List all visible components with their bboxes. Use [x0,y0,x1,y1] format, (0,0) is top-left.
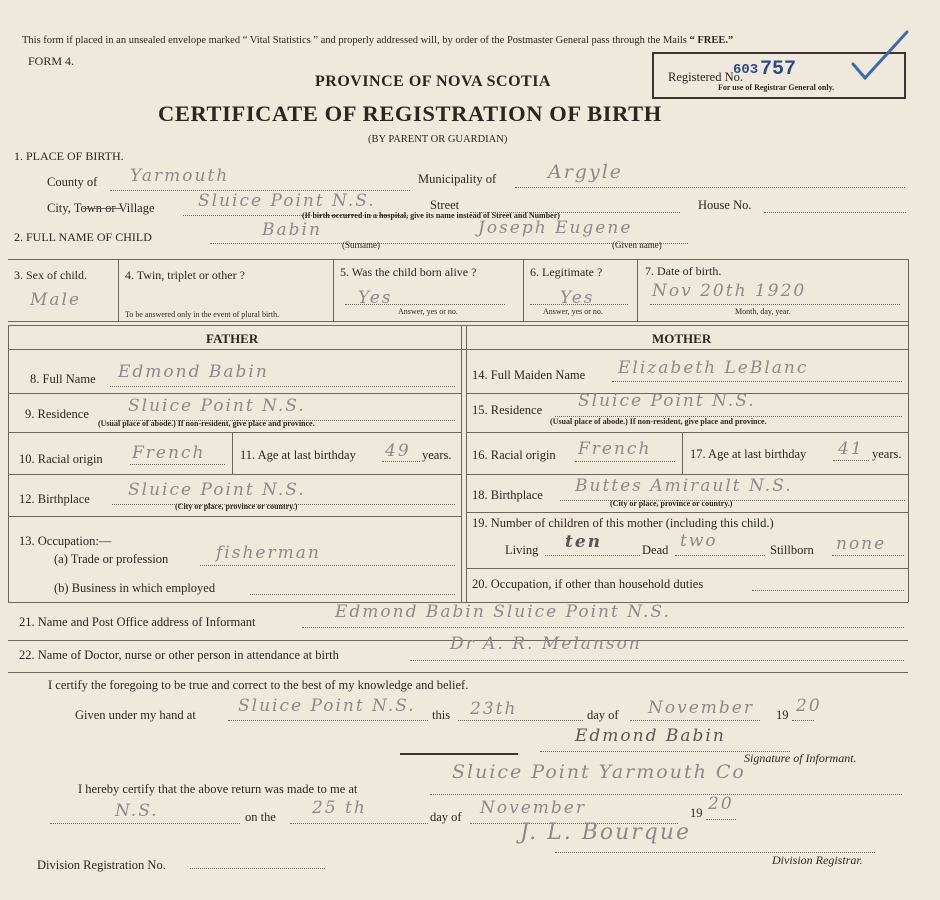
cell-divider [461,325,462,602]
father-racial: French [132,443,206,463]
house-label: House No. [698,198,752,212]
city-value: Sluice Point N.S. [198,191,376,211]
row-divider [8,321,908,322]
mother-age: 41 [838,439,864,459]
row-divider [8,325,908,326]
cell-divider [333,259,334,321]
registered-prefix: 603 [733,62,759,78]
doctor-value: Dr A. R. Melanson [450,634,642,654]
row-divider [8,259,908,260]
registration-place-cont-line [50,823,240,824]
child-given-name: Joseph Eugene [478,218,633,238]
mother-age-label: 17. Age at last birthday [690,447,807,461]
this-label: this [432,708,451,722]
father-name: Edmond Babin [118,362,269,382]
twin-note: To be answered only in the event of plural birth. [125,310,280,319]
doctor-label: 22. Name of Doctor, nurse or other person in attendance at birth [19,648,339,662]
sex-label: 3. Sex of child. [14,268,87,282]
registration-month: November [480,798,586,818]
county-value: Yarmouth [130,166,230,186]
dead-line [675,555,765,556]
father-years-label: years. [422,448,452,462]
mother-residence-label: 15. Residence [472,403,543,417]
legitimate-label: 6. Legitimate ? [530,265,603,279]
row-divider [466,568,908,569]
year-prefix: 19 [776,708,789,722]
child-name-label: 2. FULL NAME OF CHILD [14,230,152,244]
cell-divider [908,259,909,602]
father-racial-label: 10. Racial origin [19,452,103,466]
cell-divider [118,259,119,321]
dob-line [650,304,900,305]
father-age: 49 [385,441,411,461]
mother-name-line [612,381,902,382]
informant-label: 21. Name and Post Office address of Informant [19,615,256,629]
reg-day-line [290,823,428,824]
living-line [545,555,640,556]
sex-value: Male [30,290,82,310]
informant-signature: Edmond Babin [575,726,726,746]
surname-caption: (Surname) [342,240,380,250]
mother-occupation-label: 20. Occupation, if other than household duties [472,577,704,591]
doctor-line [410,660,904,661]
mother-racial: French [578,439,652,459]
registration-statement: I hereby certify that the above return was made to me at [78,782,358,796]
municipality-value: Argyle [548,161,624,183]
division-number-line [190,868,325,869]
row-divider [466,474,908,475]
mother-age-line [833,460,869,461]
row-divider [8,349,908,350]
given-label: Given under my hand at [75,708,196,722]
given-year: 20 [796,696,822,716]
mother-racial-line [575,461,675,462]
cell-divider [523,259,524,321]
checkmark-icon [845,28,915,88]
trade-value: fisherman [216,543,321,563]
registrar-caption: Division Registrar. [772,853,863,867]
father-residence: Sluice Point N.S. [128,396,306,416]
page-title: CERTIFICATE OF REGISTRATION OF BIRTH [158,101,662,126]
row-divider [8,393,461,394]
dead-value: two [680,531,718,551]
mother-occupation-line [752,590,904,591]
registration-place-cont: N.S. [115,801,159,821]
row-divider [8,516,461,517]
signature-caption: Signature of Informant. [744,751,857,765]
registration-day: 25 th [312,798,367,818]
dob-value: Nov 20th 1920 [652,281,807,301]
registrar-note: For use of Registrar General only. [718,83,835,92]
occupation-label: 13. Occupation:— [19,534,112,548]
registration-place-line [430,794,902,795]
father-birthplace-label: 12. Birthplace [19,492,90,506]
mother-birthplace-note: (City or place, province or country.) [610,499,733,508]
mother-years-label: years. [872,447,902,461]
mother-birthplace-label: 18. Birthplace [472,488,543,502]
mother-residence: Sluice Point N.S. [578,391,756,411]
stillborn-value: none [836,534,887,554]
father-birthplace-note: (City or place, province or country.) [175,502,298,511]
reg-day-of-label: day of [430,810,462,824]
cell-divider [232,432,233,474]
row-divider [8,672,908,673]
registration-place: Sluice Point Yarmouth Co [452,761,746,783]
legit-value: Yes [560,288,595,308]
mother-name: Elizabeth LeBlanc [618,358,809,378]
trade-line [200,565,455,566]
father-abode-note: (Usual place of abode.) If non-resident, give place and province. [98,419,315,428]
given-day: 23th [470,699,518,719]
children-label: 19. Number of children of this mother (including this child.) [472,516,774,530]
municipality-line [515,187,905,188]
business-label: (b) Business in which employed [54,581,216,595]
given-place: Sluice Point N.S. [238,696,416,716]
on-the-label: on the [245,810,276,824]
row-divider [466,512,908,513]
street-note: (If birth occurred in a hospital, give its name instead of Street and Number) [302,211,560,220]
registration-year: 20 [708,794,734,814]
registered-label: Registered No. [668,70,743,84]
city-label: City, Town or Village [47,201,155,215]
trade-label: (a) Trade or profession [54,552,169,566]
informant-line [302,627,904,628]
mother-abode-note: (Usual place of abode.) If non-resident, give place and province. [550,417,767,426]
dob-label: 7. Date of birth. [645,264,722,278]
mother-heading: MOTHER [652,331,712,346]
mother-racial-label: 16. Racial origin [472,448,556,462]
dead-label: Dead [642,543,669,557]
living-label: Living [505,543,539,557]
row-divider [466,432,908,433]
alive-value: Yes [358,288,393,308]
municipality-label: Municipality of [418,172,497,186]
day-of-label: day of [587,708,619,722]
father-heading: FATHER [206,331,259,346]
reg-year-prefix: 19 [690,806,703,820]
given-caption: (Given name) [612,240,662,250]
place-of-birth-label: 1. PLACE OF BIRTH. [14,149,124,163]
mother-birthplace: Buttes Amirault N.S. [575,476,793,496]
county-label: County of [47,175,98,189]
registrar-signature: J. L. Bourque [520,820,692,845]
day-line [458,720,583,721]
mail-notice: This form if placed in an unsealed envelope marked “ Vital Statistics ” and properly addressed will, by order of the Postmaster General pass through the Mails “ FREE.” [22,35,734,46]
cell-divider [682,432,683,474]
certify-statement: I certify the foregoing to be true and correct to the best of my knowledge and belief. [48,678,469,692]
father-residence-label: 9. Residence [25,407,89,421]
row-divider [8,474,461,475]
informant-value: Edmond Babin Sluice Point N.S. [335,602,671,622]
given-place-line [228,720,428,721]
province-heading: PROVINCE OF NOVA SCOTIA [315,73,551,90]
registered-number: 757 [760,58,797,81]
cell-divider [8,325,9,602]
father-age-label: 11. Age at last birthday [240,448,356,462]
dob-note: Month, day, year. [735,307,791,316]
month-line [630,720,760,721]
father-racial-line [130,464,225,465]
cell-divider [466,325,467,602]
alive-note: Answer, yes or no. [398,307,458,316]
divider-rule [400,753,518,755]
twin-label: 4. Twin, triplet or other ? [125,268,245,282]
father-birthplace: Sluice Point N.S. [128,480,306,500]
page-subtitle: (BY PARENT OR GUARDIAN) [368,134,508,145]
division-number-label: Division Registration No. [37,858,166,872]
child-surname: Babin [262,220,322,240]
cell-divider [637,259,638,321]
business-line [250,594,455,595]
stillborn-line [832,555,904,556]
house-line [764,212,906,213]
stillborn-label: Stillborn [770,543,814,557]
form-number: FORM 4. [28,54,75,68]
mother-name-label: 14. Full Maiden Name [472,368,586,382]
street-label: Street [430,198,460,212]
row-divider [8,432,461,433]
father-name-label: 8. Full Name [30,372,96,386]
town-strikeout [83,208,121,209]
year-line [792,720,814,721]
father-age-line [382,461,420,462]
father-name-line [110,386,455,387]
legit-note: Answer, yes or no. [543,307,603,316]
alive-label: 5. Was the child born alive ? [340,265,477,279]
reg-year-line [706,819,736,820]
given-month: November [648,698,754,718]
living-value: ten [565,532,603,552]
